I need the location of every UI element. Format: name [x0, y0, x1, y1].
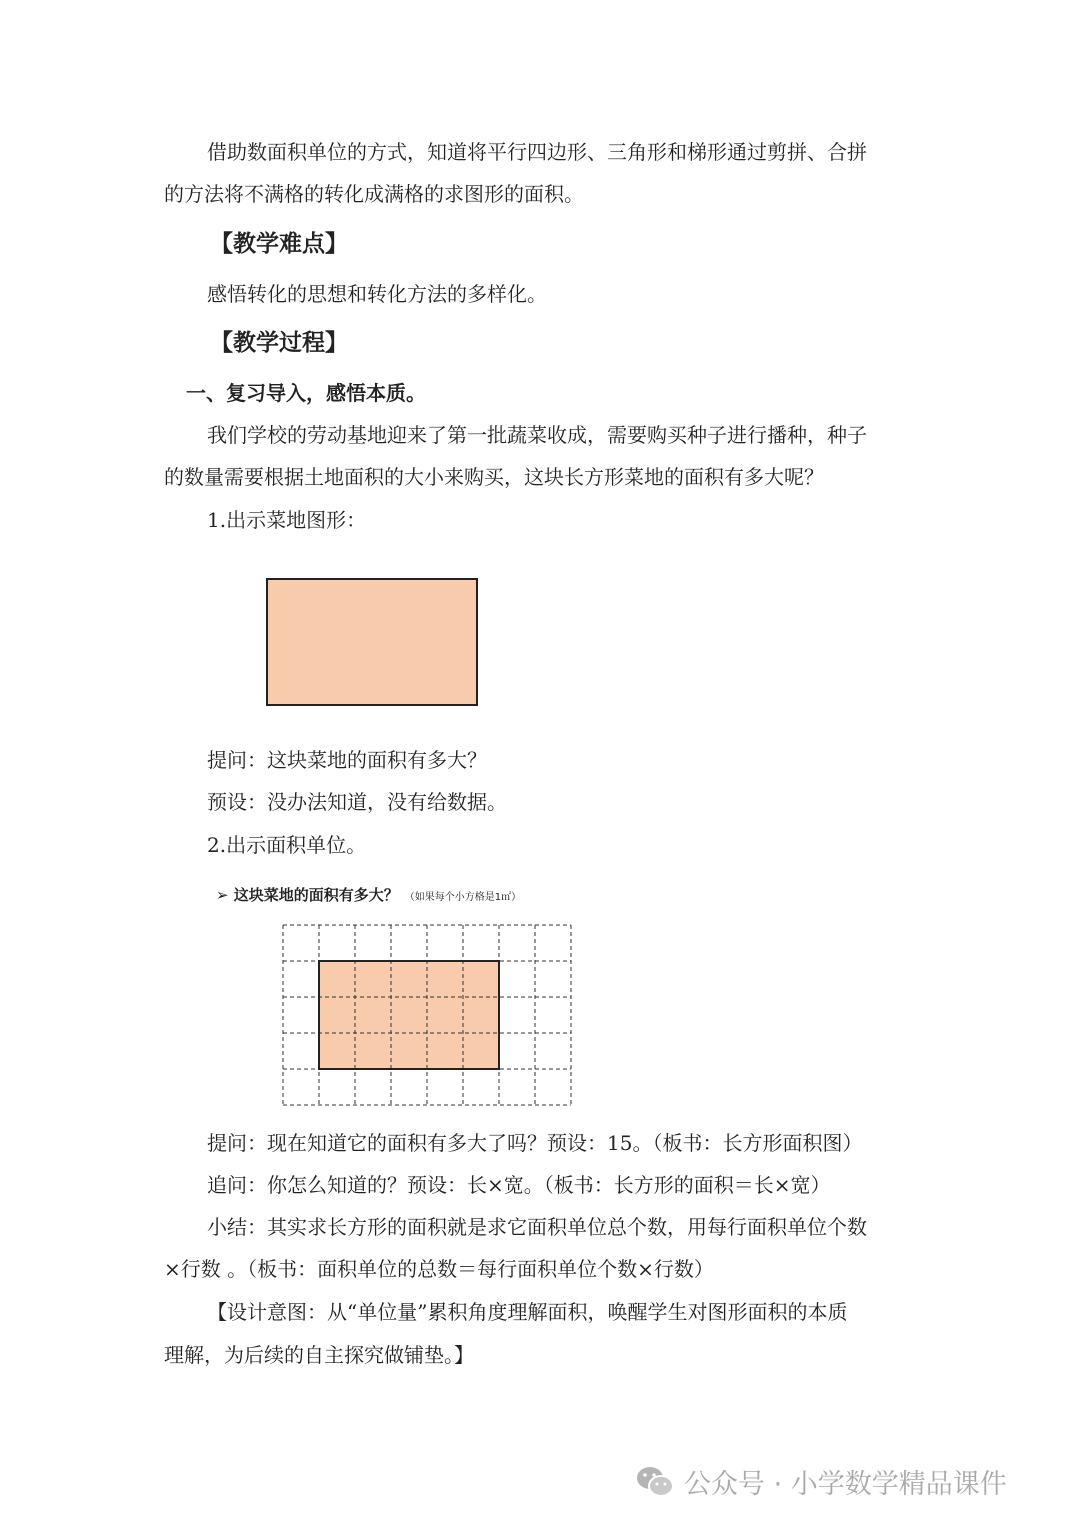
- figure2-caption: [216, 884, 521, 909]
- difficulty-text: 感悟转化的思想和转化方法的多样化。: [207, 282, 547, 306]
- difficulty-heading: 【教学难点】: [210, 231, 348, 257]
- intro-line-2: 的方法将不满格的转化成满格的求图形的面积。: [164, 182, 584, 206]
- unit-grid: [283, 925, 571, 1105]
- section1-title: 一、复习导入，感悟本质。: [186, 381, 426, 405]
- para1-line-1: 我们学校的劳动基地迎来了第一批蔬菜收成，需要购买种子进行播种，种子: [207, 423, 867, 447]
- watermark: [636, 1462, 1007, 1501]
- summary-line-1: 小结：其实求长方形的面积就是求它面积单位总个数，用每行面积单位个数: [207, 1215, 867, 1239]
- question-2: 提问：现在知道它的面积有多大了吗？预设：15。（板书：长方形面积图）: [207, 1131, 863, 1155]
- design-intent-line-1: 【设计意图：从“单位量”累积角度理解面积，唤醒学生对图形面积的本质: [207, 1300, 848, 1324]
- question-3: 追问：你怎么知道的？预设：长×宽。（板书：长方形的面积＝长×宽）: [207, 1173, 831, 1197]
- plot-rectangle-fill: [319, 961, 499, 1069]
- intro-line-1: 借助数面积单位的方式，知道将平行四边形、三角形和梯形通过剪拼、合拼: [207, 140, 867, 164]
- wechat-icon: [636, 1465, 674, 1499]
- figure2-caption-note: （如果每个小方格是1㎡）: [404, 892, 522, 903]
- step2-label: 2.出示面积单位。: [207, 833, 367, 857]
- para1-line-2: 的数量需要根据土地面积的大小来购买，这块长方形菜地的面积有多大呢？: [164, 465, 824, 489]
- answer-1: 预设：没办法知道，没有给数据。: [207, 790, 507, 814]
- question-1: 提问：这块菜地的面积有多大？: [207, 748, 487, 772]
- watermark-text: 公众号 · 小学数学精品课件: [684, 1469, 1007, 1500]
- design-intent-line-2: 理解，为后续的自主探究做铺垫。】: [164, 1343, 474, 1367]
- unit-grid-figure: [280, 922, 576, 1112]
- vegetable-plot-figure: [266, 578, 478, 706]
- summary-line-2: ×行数 。（板书：面积单位的总数＝每行面积单位个数×行数）: [164, 1257, 714, 1281]
- figure2-caption-text: ➢ 这块菜地的面积有多大？: [216, 886, 399, 904]
- step1-label: 1.出示菜地图形：: [207, 508, 367, 532]
- process-heading: 【教学过程】: [210, 330, 348, 356]
